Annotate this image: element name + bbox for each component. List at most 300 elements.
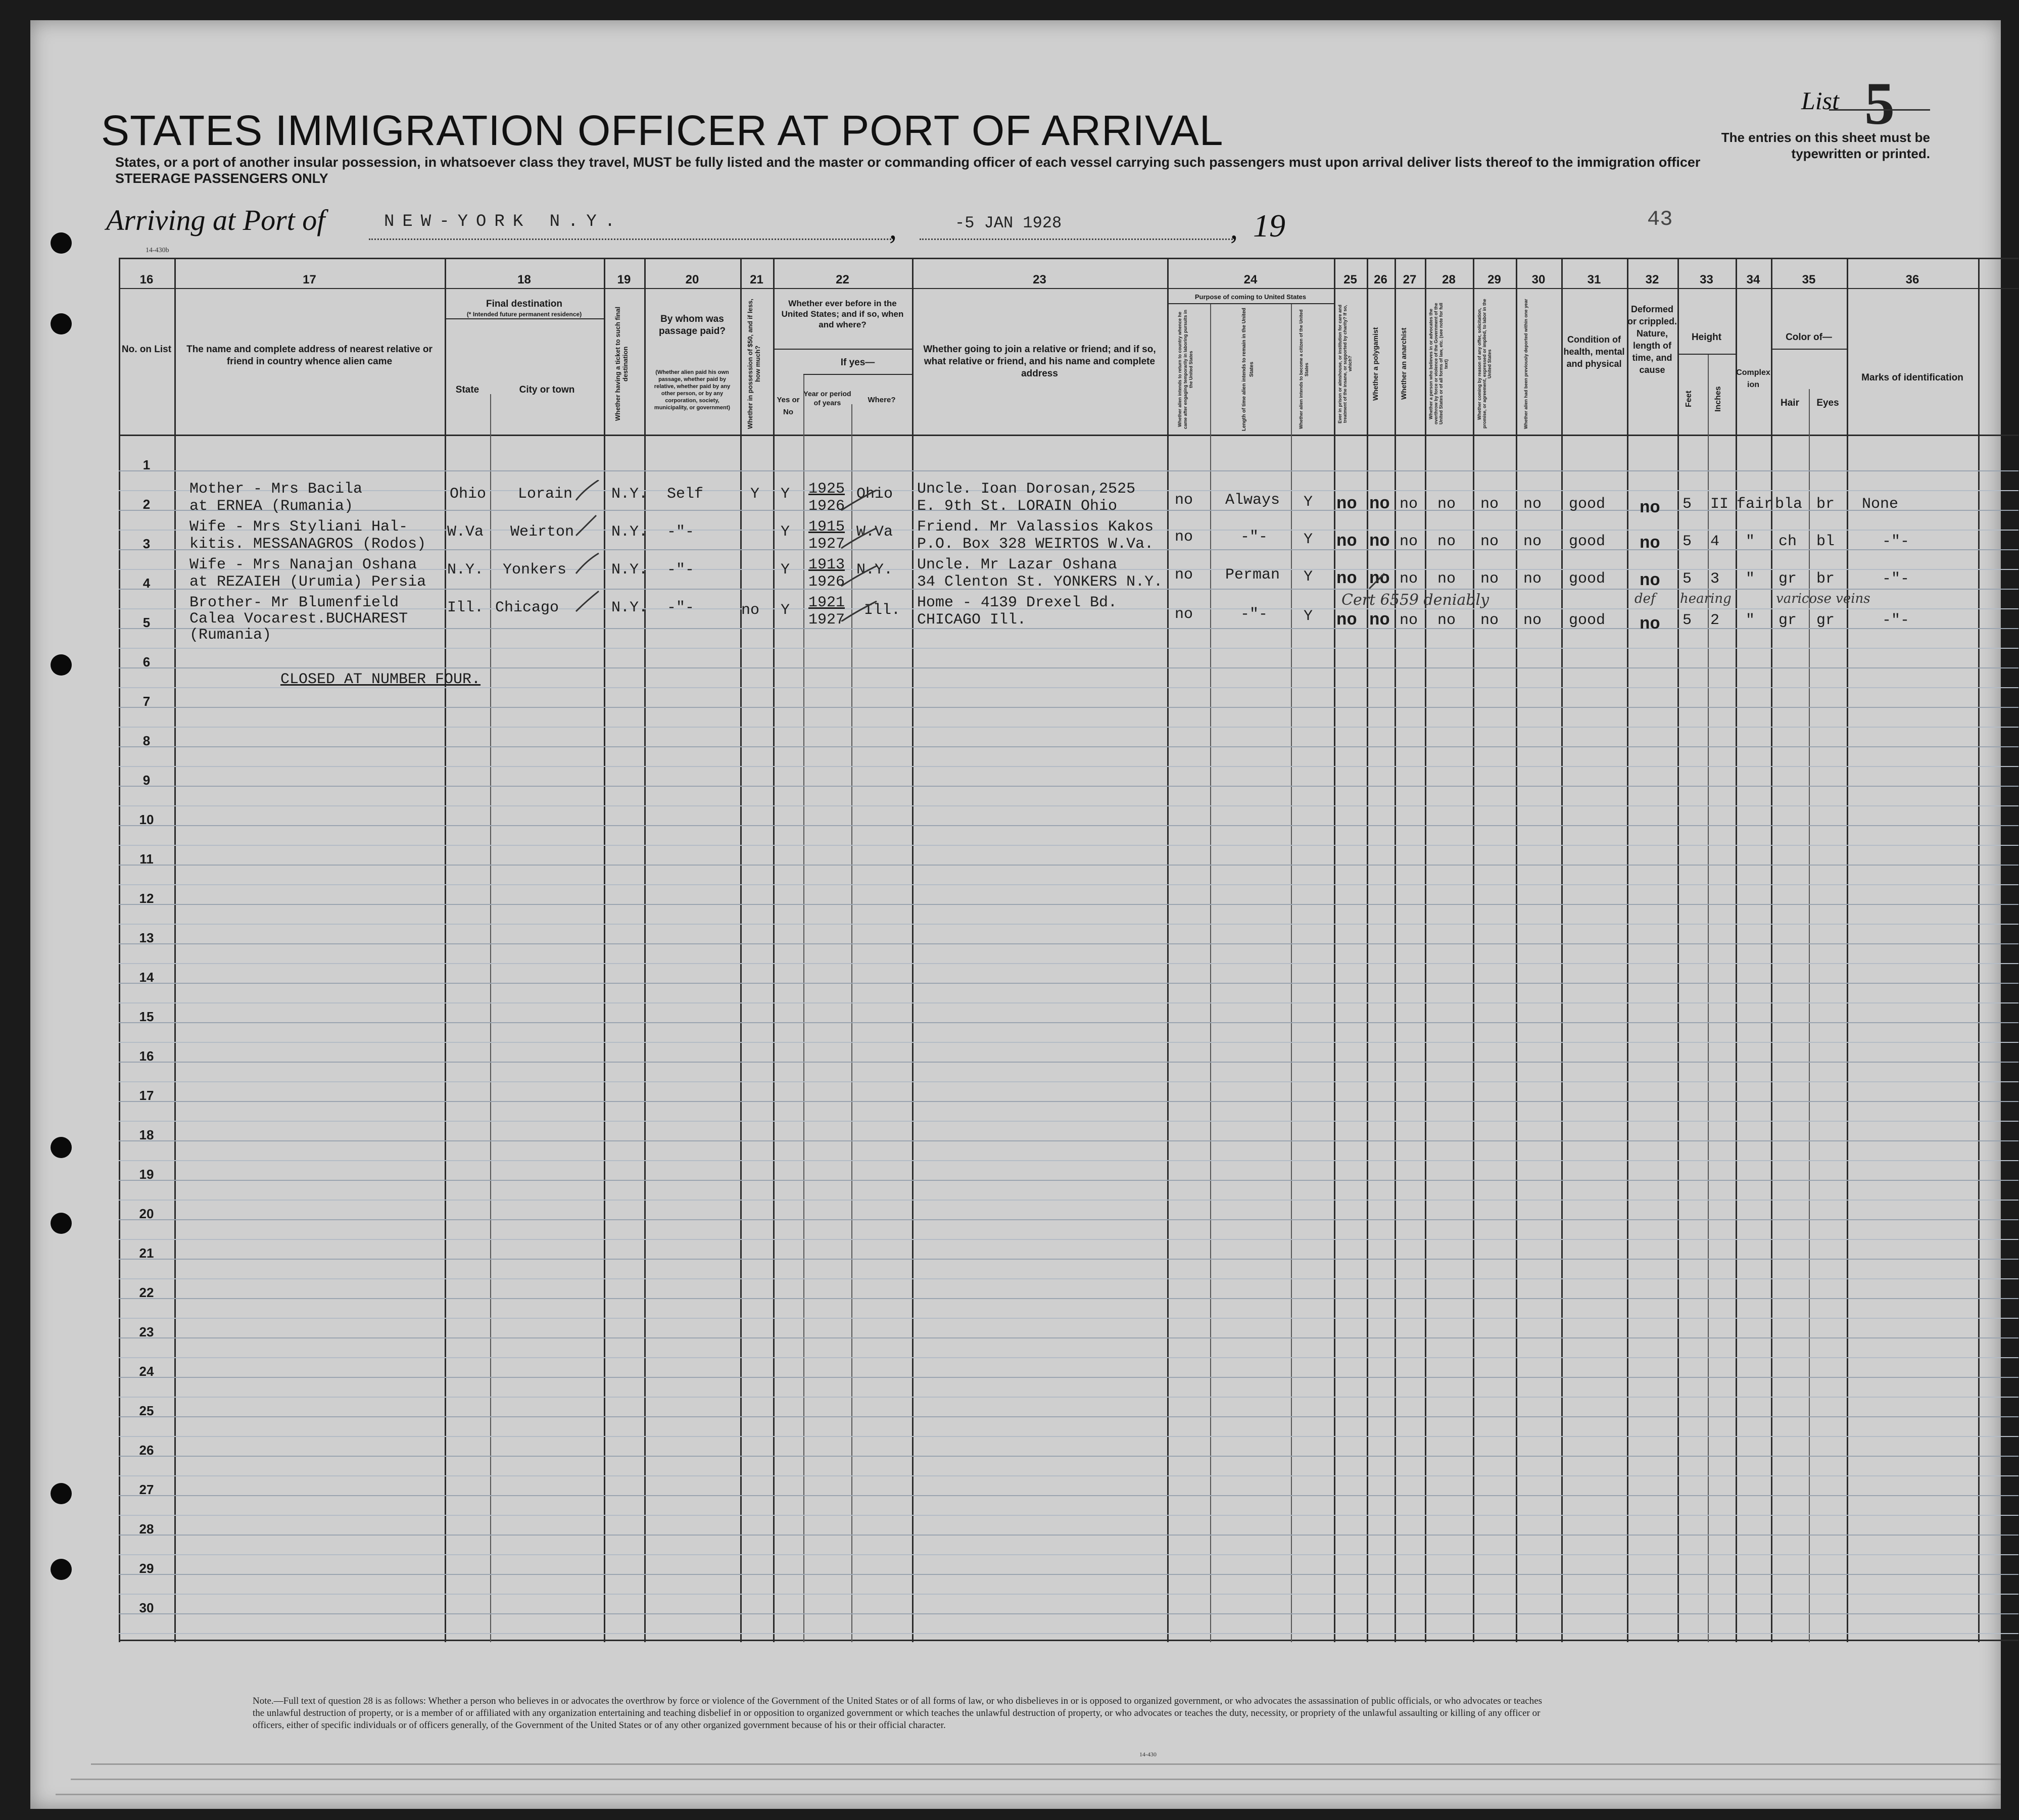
row-divider: [119, 1121, 2018, 1122]
row-divider: [119, 1239, 2018, 1240]
row-divider: [119, 1022, 2018, 1023]
ticket-value: N.Y.: [611, 523, 648, 541]
colnum: 20: [685, 273, 699, 286]
hair-value: bla: [1775, 496, 1803, 513]
eyes-value: br: [1816, 570, 1835, 588]
prison-value: no: [1336, 532, 1357, 551]
list-underline: [1829, 109, 1930, 111]
purpose-c: Y: [1304, 608, 1313, 625]
page-title: STATES IMMIGRATION OFFICER AT PORT OF ARRIVAL: [101, 107, 1224, 154]
binder-hole-icon: [51, 1483, 72, 1504]
header-hair: Hair: [1781, 398, 1799, 408]
deformed-value: no: [1640, 571, 1660, 591]
row-divider: [119, 1337, 2018, 1338]
purpose-b: -"-: [1240, 606, 1268, 623]
header-state: State: [455, 385, 479, 395]
header-ticket: Whether having a ticket to such final destination: [614, 306, 629, 421]
row-divider: [119, 884, 2018, 885]
header-where: Where?: [868, 396, 896, 404]
anarchist-value: no: [1400, 612, 1418, 629]
complexion-value: ": [1746, 570, 1755, 588]
row-number: 12: [139, 891, 154, 906]
where-value: N.Y.: [856, 561, 893, 579]
comma: ,: [889, 212, 897, 245]
row-divider: [119, 1062, 2018, 1063]
sub-line: [1167, 303, 1334, 304]
binder-hole-icon: [51, 654, 72, 676]
join-name: Uncle. Ioan Dorosan,2525: [917, 481, 1136, 498]
row-divider: [119, 1594, 2018, 1595]
q30-value: no: [1523, 533, 1542, 550]
row-number: 2: [142, 497, 151, 512]
header-q29: Whether coming by reason of any offer, solicitation, promise, or agreement, expressed or implied, to labor in the United States: [1477, 299, 1492, 429]
marks-value: -"-: [1882, 570, 1910, 588]
list-number: 5: [1864, 70, 1895, 137]
row-number: 3: [142, 536, 151, 551]
header-year-period: Year or period of years: [803, 390, 851, 407]
hair-value: ch: [1778, 533, 1797, 550]
col-line: [740, 258, 742, 1642]
header-before-us: Whether ever before in the United States; and if so, when and where?: [781, 299, 904, 329]
form-ref: 14-430b: [146, 247, 169, 254]
year-label: 19: [1253, 208, 1285, 244]
header-purpose-c: Whether alien intends to become a citizen of the United States: [1299, 309, 1309, 429]
header-deformed: Deformed or crippled. Nature, length of time, and cause: [1627, 304, 1677, 375]
row-divider: [119, 845, 2018, 846]
prison-value: no: [1336, 495, 1357, 514]
row-divider: [119, 1278, 2018, 1279]
col-line: [1516, 258, 1517, 1642]
join-address: P.O. Box 328 WEIRTOS W.Va.: [917, 536, 1154, 553]
col-line: [1367, 258, 1368, 1642]
col-line: [1847, 258, 1848, 1642]
purpose-c: Y: [1304, 531, 1313, 548]
q30-value: no: [1523, 612, 1542, 629]
header-relative: The name and complete address of nearest relative or friend in country whence alien came: [186, 344, 432, 367]
q30-value: no: [1523, 570, 1542, 588]
instruction-line: States, or a port of another insular possession, in whatsoever class they travel, MUST be fully listed and the master or commanding officer of each vessel carrying such passengers must upon arrival deliver lists thereof to the immigration officer: [115, 155, 1701, 170]
purpose-b: -"-: [1240, 529, 1268, 546]
q28-value: no: [1437, 533, 1456, 550]
feet-value: 5: [1682, 496, 1692, 513]
row-number: 30: [139, 1600, 154, 1615]
destination-city: Yonkers: [503, 561, 567, 579]
entries-note: The entries on this sheet must be typewritten or printed.: [1721, 130, 1930, 161]
date-dotline: [920, 238, 1233, 240]
row-divider: [119, 1554, 2018, 1555]
eyes-value: gr: [1816, 612, 1835, 629]
health-value: good: [1569, 533, 1606, 550]
inches-value: II: [1710, 496, 1729, 513]
colnum: 30: [1531, 273, 1546, 286]
row-number: 18: [139, 1127, 154, 1142]
join-name: Uncle. Mr Lazar Oshana: [917, 556, 1118, 573]
relative-country: (Rumania): [189, 627, 272, 644]
header-purpose-a: Whether alien intends to return to country whence he came after engaging temporarily in laboring pursuits in the United States: [1177, 309, 1193, 429]
purpose-a: no: [1175, 566, 1193, 584]
eyes-value: bl: [1816, 533, 1835, 550]
colnum: 21: [750, 273, 763, 286]
header-inches: Inches: [1714, 386, 1722, 412]
row-number: 4: [142, 576, 151, 591]
row-number: 17: [139, 1088, 154, 1103]
relative-address: Calea Vocarest.BUCHAREST: [189, 610, 408, 628]
header-bottom-line: [119, 435, 2018, 436]
binder-hole-icon: [51, 313, 72, 334]
row-divider: [119, 1574, 2018, 1575]
row-divider: [119, 1613, 2018, 1614]
stamp-number: 43: [1647, 207, 1673, 231]
row-divider: [119, 1160, 2018, 1161]
colnum: 34: [1746, 273, 1760, 286]
row-divider: [119, 1633, 2018, 1634]
relative-address: at REZAIEH (Urumia) Persia: [189, 573, 426, 591]
ticket-value: N.Y.: [611, 561, 648, 579]
colnum: 19: [617, 273, 631, 286]
header-feet: Feet: [1685, 391, 1693, 408]
polygamist-value: no: [1369, 611, 1390, 630]
row-divider: [119, 1377, 2018, 1378]
header-q28: Whether a person who believes in or advocates the overthrow by force or violence of the Government of the United States or of all forms of law, etc. (see note for full text): [1428, 303, 1449, 425]
complexion-value: fair: [1737, 496, 1773, 513]
col-line: [1771, 258, 1772, 1642]
col-line: [604, 258, 605, 1642]
sub-line: [803, 374, 912, 375]
table-top-line: [119, 258, 2018, 259]
col-line: [1809, 389, 1810, 1642]
deformed-value: no: [1640, 534, 1660, 553]
colnum: 26: [1374, 273, 1387, 286]
inches-value: 2: [1710, 612, 1720, 629]
colnum: 36: [1905, 273, 1919, 286]
closed-at-note: CLOSED AT NUMBER FOUR.: [280, 671, 481, 688]
row-divider: [119, 1357, 2018, 1358]
header-no-on-list: No. on List: [121, 344, 172, 355]
col-line: [1736, 258, 1737, 1642]
row-divider: [119, 766, 2018, 767]
passage-value: -"-: [667, 523, 695, 541]
arriving-label: Arriving at Port of: [106, 204, 325, 236]
year-from: 1925: [808, 481, 845, 498]
port-dotline: [369, 238, 894, 240]
anarchist-value: no: [1400, 570, 1418, 588]
passage-value: Self: [667, 486, 704, 503]
hair-value: gr: [1778, 612, 1797, 629]
marks-value: -"-: [1882, 533, 1910, 550]
col-line: [644, 258, 646, 1642]
polygamist-value: no: [1369, 532, 1390, 551]
row-divider: [119, 1495, 2018, 1496]
header-q30: Whether alien had been previously deported within one year: [1523, 299, 1528, 429]
inches-value: 3: [1710, 570, 1720, 588]
colnum: 18: [517, 273, 531, 286]
join-address: CHICAGO Ill.: [917, 611, 1027, 629]
purpose-b: Perman: [1225, 566, 1280, 584]
slash-mark: [1367, 571, 1387, 591]
col-line: [445, 258, 446, 1642]
q30-value: no: [1523, 496, 1542, 513]
row-number: 1: [142, 457, 151, 472]
colnum-line: [119, 288, 2018, 289]
row-divider: [119, 1219, 2018, 1220]
col-line: [1677, 258, 1679, 1642]
row-number: 10: [139, 812, 154, 827]
binder-hole-icon: [51, 1137, 72, 1158]
join-address: 34 Clenton St. YONKERS N.Y.: [917, 573, 1163, 591]
row-number: 28: [139, 1521, 154, 1537]
row-divider: [119, 983, 2018, 984]
complexion-value: ": [1746, 533, 1755, 550]
row-number: 26: [139, 1443, 154, 1458]
fifty-value: Y: [750, 486, 760, 503]
row-divider: [119, 1318, 2018, 1319]
destination-state: Ill.: [447, 599, 484, 616]
colnum: 24: [1243, 273, 1258, 286]
before-value: Y: [781, 602, 790, 619]
q29-value: no: [1480, 533, 1499, 550]
sub-line: [1677, 354, 1736, 355]
feet-value: 5: [1682, 570, 1692, 588]
purpose-a: no: [1175, 492, 1193, 509]
col-line: [174, 258, 176, 1642]
row-number: 15: [139, 1009, 154, 1024]
binder-hole-icon: [51, 1213, 72, 1234]
join-name: Home - 4139 Drexel Bd.: [917, 594, 1118, 611]
row-divider: [119, 1397, 2018, 1398]
q29-value: no: [1480, 612, 1499, 629]
where-value: Ohio: [856, 486, 893, 503]
join-name: Friend. Mr Valassios Kakos: [917, 518, 1154, 536]
table-bottom-line: [119, 1640, 2018, 1641]
marks-value: None: [1862, 496, 1899, 513]
col-line: [1291, 303, 1292, 1642]
year-from: 1921: [808, 594, 845, 611]
row-number: 13: [139, 930, 154, 945]
col-line: [1561, 258, 1563, 1642]
anarchist-value: no: [1400, 533, 1418, 550]
check-marks: [573, 480, 604, 621]
row-number: 8: [142, 733, 151, 748]
col-line: [1425, 258, 1426, 1642]
inches-value: 4: [1710, 533, 1720, 550]
row-divider: [119, 1042, 2018, 1043]
q28-value: no: [1437, 612, 1456, 629]
deformed-value: no: [1640, 615, 1660, 634]
row-divider: [119, 1101, 2018, 1102]
fifty-value: no: [741, 602, 760, 619]
col-line: [1395, 258, 1396, 1642]
row-number: 21: [139, 1246, 154, 1261]
arrival-date-stamp: -5 JAN 1928: [955, 214, 1062, 232]
year-to: 1927: [808, 536, 845, 553]
row-divider: [119, 1416, 2018, 1417]
ticket-value: N.Y.: [611, 486, 648, 503]
colnum: 25: [1343, 273, 1357, 286]
q29-value: no: [1480, 496, 1499, 513]
purpose-c: Y: [1304, 568, 1313, 586]
col-line: [1708, 354, 1709, 1642]
row-divider: [119, 1002, 2018, 1003]
port-value: NEW-YORK N.Y.: [384, 212, 623, 231]
header-purpose-b: Length of time alien intends to remain in the United States: [1241, 308, 1255, 431]
row-divider: [119, 825, 2018, 826]
col-line: [1978, 258, 1980, 1642]
binder-hole-icon: [51, 232, 72, 254]
header-complexion: Complexion: [1736, 368, 1770, 389]
row-divider: [119, 727, 2018, 728]
footnote-code: 14-430: [1139, 1751, 1157, 1758]
colnum: 32: [1645, 273, 1659, 286]
comma: ,: [1230, 212, 1238, 245]
row-number: 20: [139, 1206, 154, 1221]
row-divider: [119, 786, 2018, 787]
header-fifty: Whether in possession of $50, and if less, how much?: [746, 299, 761, 429]
col-line: [1627, 258, 1628, 1642]
binder-hole-icon: [51, 1559, 72, 1580]
colnum: 28: [1442, 273, 1456, 286]
relative-address: at ERNEA (Rumania): [189, 498, 354, 515]
row-divider: [119, 667, 2018, 668]
join-address: E. 9th St. LORAIN Ohio: [917, 498, 1118, 515]
row-divider: [119, 746, 2018, 747]
colnum: 29: [1487, 273, 1501, 286]
row-divider: [119, 1200, 2018, 1201]
polygamist-value: no: [1369, 569, 1390, 589]
row-number: 23: [139, 1324, 154, 1339]
row-number: 5: [142, 615, 151, 630]
manifest-table: [119, 258, 2018, 1642]
row-divider: [119, 1456, 2018, 1457]
col-line: [1167, 258, 1169, 1642]
relative-name: Brother- Mr Blumenfield: [189, 594, 399, 611]
marks-value: -"-: [1882, 612, 1910, 629]
relative-name: Wife - Mrs Styliani Hal-: [189, 518, 408, 536]
colnum: 16: [139, 273, 154, 286]
row-number: 27: [139, 1482, 154, 1497]
row-divider: [119, 707, 2018, 708]
row-number: 29: [139, 1561, 154, 1576]
header-final-destination-note: (* Intended future permanent residence): [466, 311, 582, 318]
list-label: List: [1801, 86, 1839, 115]
destination-state: N.Y.: [447, 561, 484, 579]
row-number: 7: [142, 694, 151, 709]
header-height: Height: [1691, 332, 1722, 343]
deformed-value: no: [1640, 499, 1660, 518]
where-value: Ill.: [864, 602, 901, 619]
year-to: 1926: [808, 573, 845, 591]
prison-value: no: [1336, 569, 1357, 589]
before-value: Y: [781, 561, 790, 579]
row-divider: [119, 904, 2018, 905]
destination-state: Ohio: [450, 486, 487, 503]
header-final-destination: Final destination: [486, 299, 562, 309]
handwritten-marks-note: varicose veins: [1776, 591, 1870, 606]
q28-value: no: [1437, 570, 1456, 588]
col-line: [912, 258, 914, 1642]
year-from: 1915: [808, 518, 845, 536]
destination-city: Chicago: [495, 599, 559, 616]
colnum: 23: [1033, 273, 1046, 286]
purpose-a: no: [1175, 606, 1193, 623]
feet-value: 5: [1682, 533, 1692, 550]
polygamist-value: no: [1369, 495, 1390, 514]
feet-value: 5: [1682, 612, 1692, 629]
destination-city: Weirton: [510, 523, 574, 541]
before-value: Y: [781, 486, 790, 503]
complexion-value: ": [1746, 612, 1755, 629]
header-anarchist: Whether an anarchist: [1400, 327, 1408, 400]
col-line: [1210, 303, 1211, 1642]
steerage-line: STEERAGE PASSENGERS ONLY: [115, 171, 328, 186]
anarchist-value: no: [1400, 496, 1418, 513]
row-divider: [119, 805, 2018, 806]
health-value: good: [1569, 612, 1606, 629]
purpose-b: Always: [1225, 492, 1280, 509]
colnum: 22: [836, 273, 849, 286]
relative-name: Wife - Mrs Nanajan Oshana: [189, 556, 417, 573]
sub-line: [773, 349, 912, 350]
row-divider: [119, 943, 2018, 944]
prison-value: no: [1336, 611, 1357, 630]
purpose-c: Y: [1304, 494, 1313, 511]
col-line: [1334, 258, 1335, 1642]
passage-value: -"-: [667, 599, 695, 616]
row-divider: [119, 865, 2018, 866]
year-from: 1913: [808, 556, 845, 573]
header-if-yes: If yes—: [840, 357, 875, 368]
year-to: 1927: [808, 611, 845, 629]
colnum: 27: [1403, 273, 1417, 286]
colnum: 31: [1587, 273, 1601, 286]
row-divider: [119, 1140, 2018, 1141]
row-divider: [119, 924, 2018, 925]
row-divider: [119, 1535, 2018, 1536]
col-line: [490, 394, 491, 1642]
row-number: 6: [142, 654, 151, 669]
relative-address: kitis. MESSANAGROS (Rodos): [189, 536, 426, 553]
year-to: 1926: [808, 498, 845, 515]
row-number: 19: [139, 1167, 154, 1182]
q28-value: no: [1437, 496, 1456, 513]
health-value: good: [1569, 570, 1606, 588]
colnum: 17: [303, 273, 316, 286]
row-number: 16: [139, 1048, 154, 1064]
row-divider: [119, 963, 2018, 964]
ticket-value: N.Y.: [611, 599, 648, 616]
relative-name: Mother - Mrs Bacila: [189, 481, 363, 498]
destination-city: Lorain: [518, 486, 573, 503]
health-value: good: [1569, 496, 1606, 513]
header-eyes: Eyes: [1816, 398, 1839, 408]
eyes-value: br: [1816, 496, 1835, 513]
row-divider: [119, 648, 2018, 649]
footnote: Note.—Full text of question 28 is as follows: Whether a person who believes in or advocates the overthrow by force or violence of the Government of the United States or of all forms of law, or who disbelieves in or is opposed to organized government, or who advocates the assassination of public officials, or who advocates or teaches the unlawful destruction of property, or is a member of or affiliated with any organization entertaining and teaching disbelief in or opposition to organized government or which teaches the unlawful destruction of property, or who advocates or teaches the duty, necessity, or propriety of the unlawful assaulting or killing of any officer or officers, either of specific individuals or of officers generally, of the Government of the United States or of any other organized government because of his or their official character.: [253, 1696, 1543, 1731]
col-line: [773, 258, 775, 1642]
col-line: [803, 374, 804, 1642]
row-number: 14: [139, 970, 154, 985]
sub-line: [1771, 349, 1847, 350]
before-value: Y: [781, 523, 790, 541]
where-value: W.Va: [856, 523, 893, 541]
col-line: [1473, 258, 1474, 1642]
row-divider: [119, 1298, 2018, 1299]
header-polygamist: Whether a polygamist: [1371, 327, 1379, 401]
row-number: 22: [139, 1285, 154, 1300]
passage-value: -"-: [667, 561, 695, 579]
header-city: City or town: [519, 385, 575, 395]
manifest-sheet: [30, 20, 2001, 1809]
row-divider: [119, 628, 2018, 629]
